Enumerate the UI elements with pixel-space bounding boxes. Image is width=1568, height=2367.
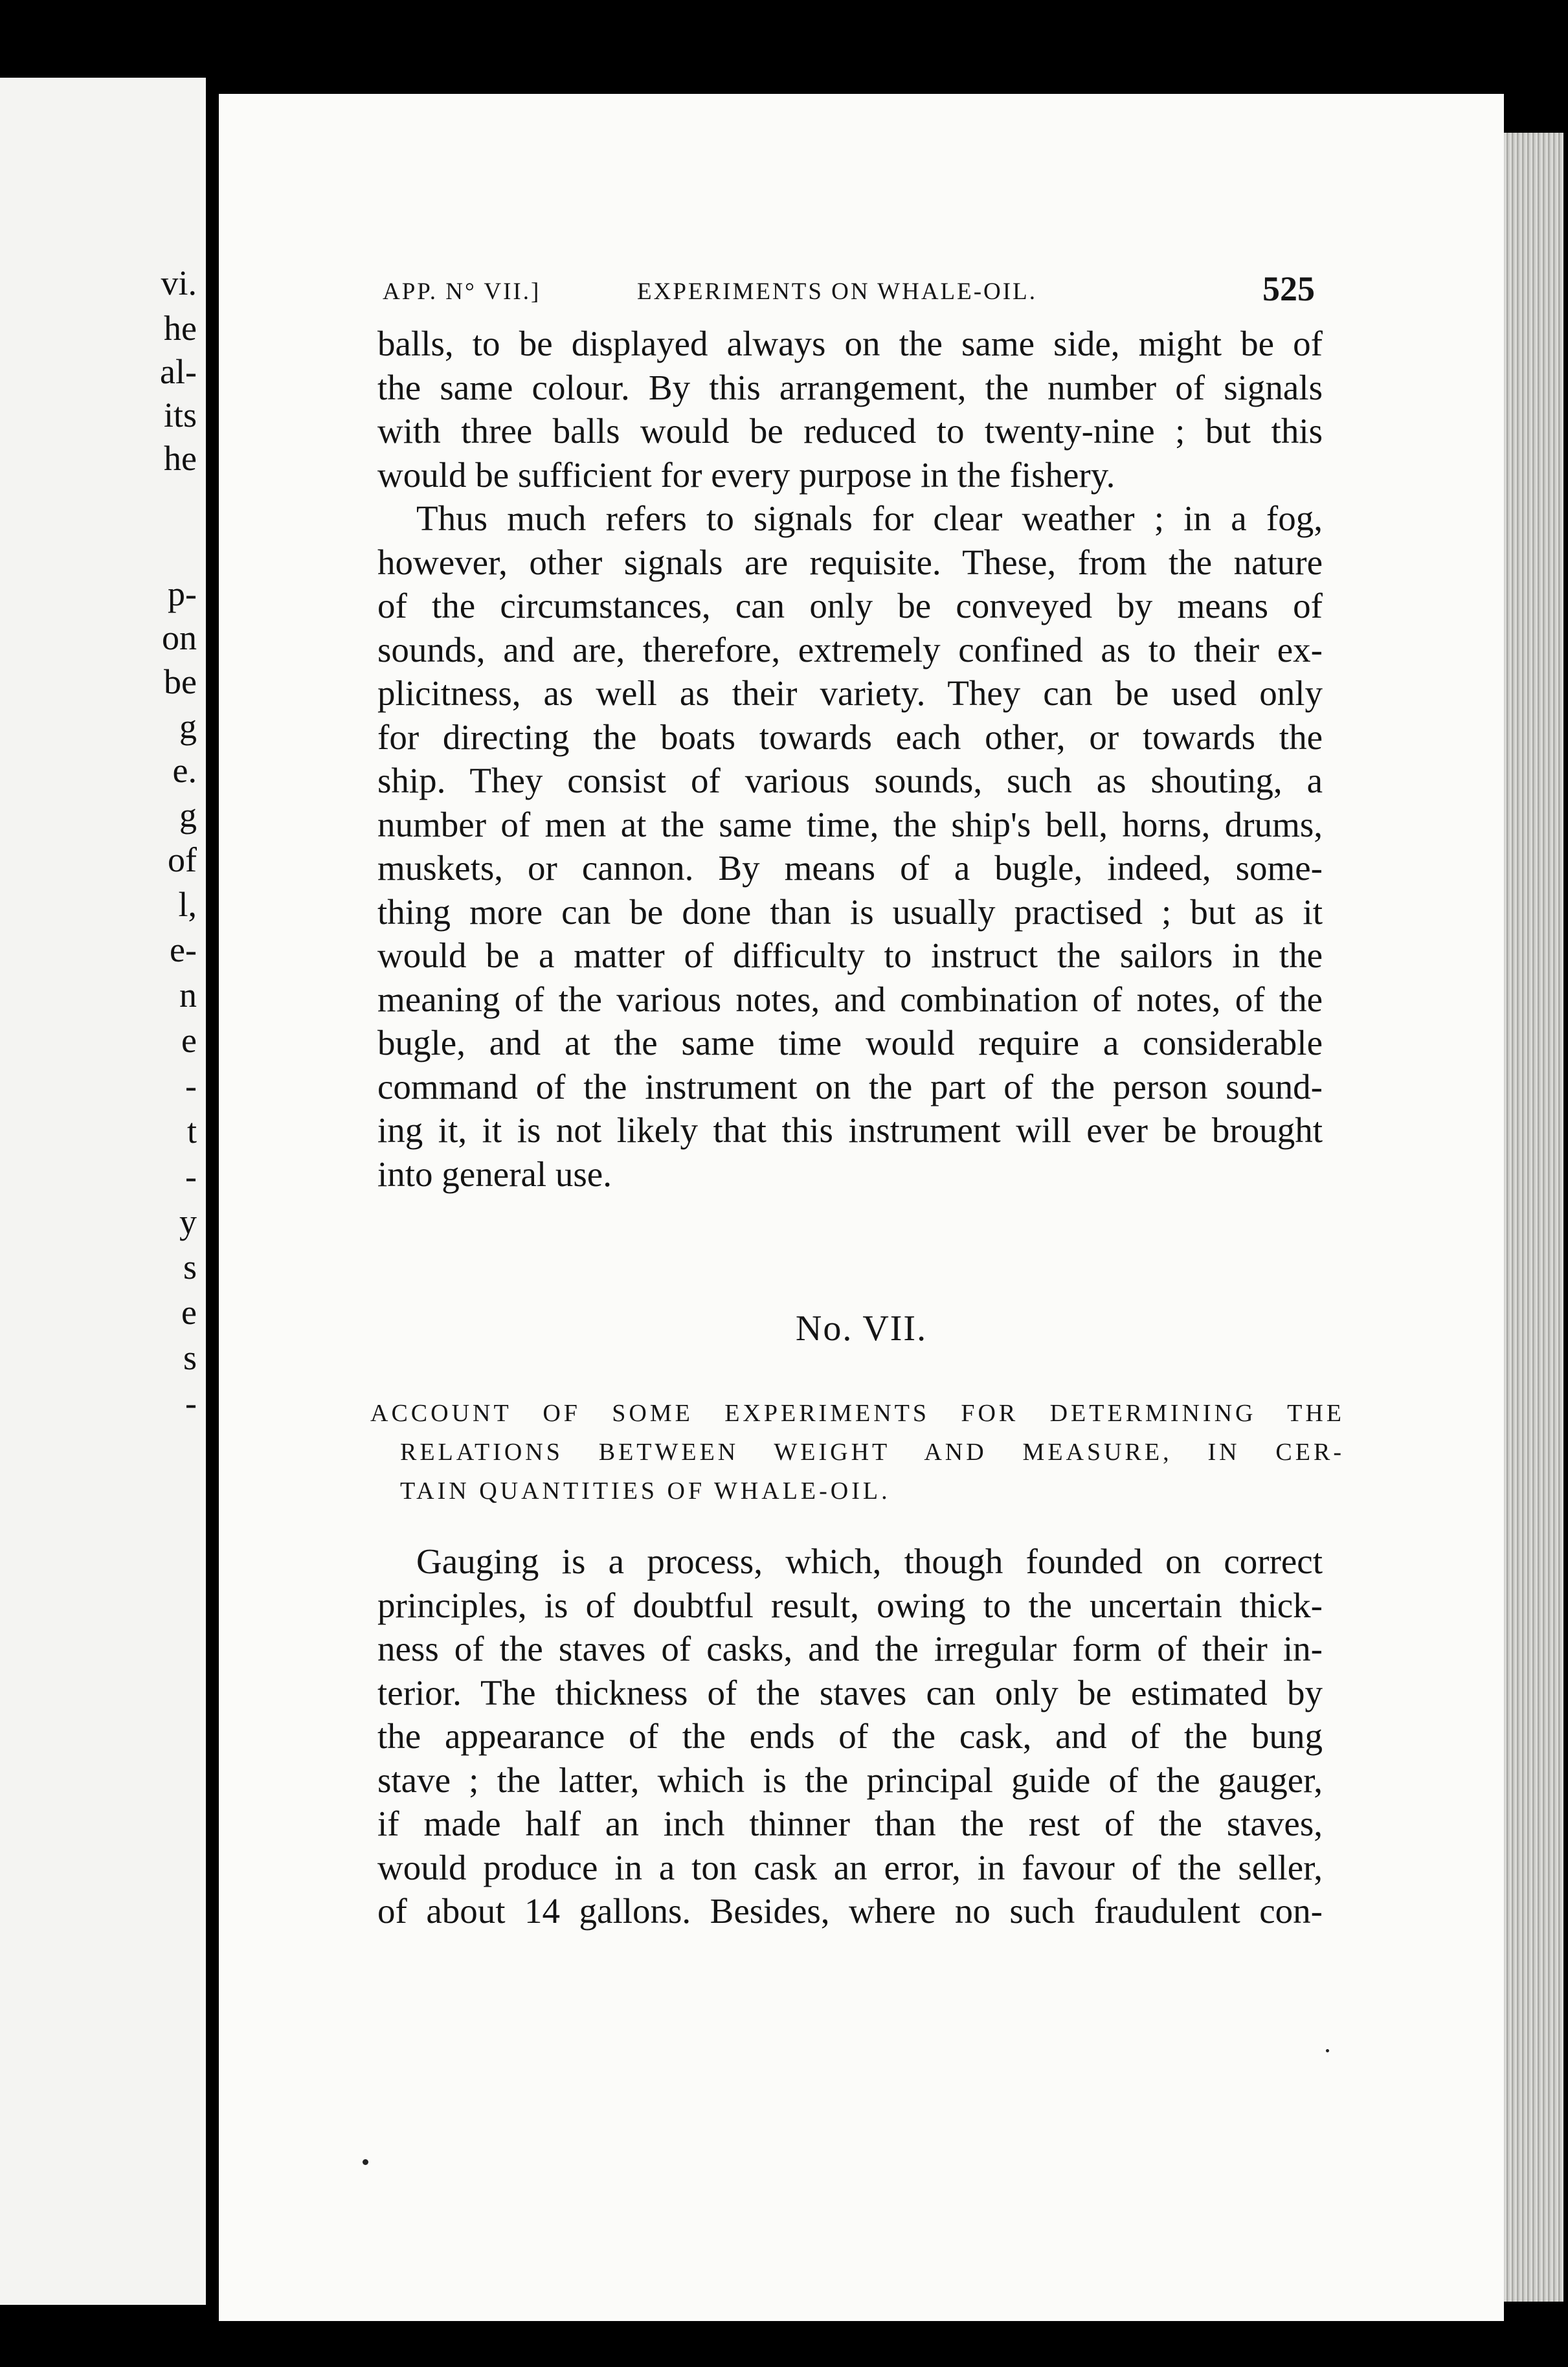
text-line: principles, is of doubtful result, owing to the uncertain thick- [377, 1585, 1323, 1625]
text-line: muskets, or cannon. By means of a bugle, indeed, some- [377, 848, 1323, 888]
text-line: command of the instrument on the part of the person sound- [377, 1066, 1323, 1106]
text-line: for directing the boats towards each other, or towards the [377, 717, 1323, 757]
text-line: would be a matter of difficulty to instruct the sailors in the [377, 936, 1323, 975]
text-line: stave ; the latter, which is the principal guide of the gauger, [377, 1760, 1323, 1800]
running-head-section: APP. N° VII.] [383, 278, 541, 305]
text-line: the appearance of the ends of the cask, and of the bung [377, 1716, 1323, 1756]
left-fragment: he [164, 309, 197, 348]
left-fragment: of [168, 840, 197, 879]
section-number: No. VII. [795, 1308, 928, 1349]
left-fragment: e- [170, 930, 197, 969]
heading-line: RELATIONS BETWEEN WEIGHT AND MEASURE, IN CER- [400, 1439, 1345, 1466]
left-fragment: its [163, 396, 197, 434]
left-fragment: e [181, 1293, 197, 1332]
paragraph-gauging [377, 1540, 1323, 1933]
text-line: sounds, and are, therefore, extremely confined as to their ex- [377, 629, 1323, 669]
book-page [219, 94, 1504, 2321]
left-fragment: y [179, 1202, 197, 1241]
paragraph-continuation [377, 322, 1323, 497]
text-line: of the circumstances, can only be conveyed by means of [377, 586, 1323, 625]
left-fragment: he [164, 439, 197, 478]
left-fragment: g [179, 707, 197, 746]
text-line: however, other signals are requisite. These, from the nature [377, 542, 1323, 582]
text-line: would produce in a ton cask an error, in favour of the seller, [377, 1847, 1323, 1887]
text-line: Thus much refers to signals for clear weather ; in a fog, [416, 499, 1323, 538]
running-head [383, 264, 1315, 309]
page-edge-stack [1504, 133, 1563, 2302]
text-line: would be sufficient for every purpose in the fishery. [377, 454, 1115, 495]
text-line: number of men at the same time, the ship's bell, horns, drums, [377, 804, 1323, 844]
left-fragment: - [185, 1384, 197, 1422]
running-head-title: EXPERIMENTS ON WHALE-OIL. [637, 278, 1037, 305]
text-line: terior. The thickness of the staves can only be estimated by [377, 1672, 1323, 1712]
text-line: into general use. [377, 1154, 612, 1194]
heading-line: ACCOUNT OF SOME EXPERIMENTS FOR DETERMINING THE [370, 1400, 1345, 1427]
text-line: plicitness, as well as their variety. They can be used only [377, 673, 1323, 713]
text-line: of about 14 gallons. Besides, where no such fraudulent con- [377, 1891, 1323, 1931]
text-line: the same colour. By this arrangement, the number of signals [377, 367, 1323, 407]
left-fragment: al- [160, 352, 197, 391]
page-number: 525 [1262, 269, 1315, 308]
left-fragment: g [179, 796, 197, 835]
text-line: thing more can be done than is usually practised ; but as it [377, 892, 1323, 932]
text-line: meaning of the various notes, and combination of notes, of the [377, 979, 1323, 1019]
left-fragment: e. [172, 751, 197, 790]
left-fragment: vi. [161, 264, 197, 302]
section-heading [370, 1394, 1345, 1510]
ink-speck [1326, 2049, 1329, 2052]
left-fragment: - [185, 1066, 197, 1105]
text-line: balls, to be displayed always on the same side, might be of [377, 324, 1323, 363]
text-line: ing it, it is not likely that this instrument will ever be brought [377, 1110, 1323, 1150]
heading-line: TAIN QUANTITIES OF WHALE-OIL. [400, 1477, 891, 1505]
left-fragment: l, [178, 885, 197, 924]
left-fragment: e [181, 1021, 197, 1060]
previous-page-fragment [0, 78, 206, 2305]
ink-speck [363, 2159, 368, 2165]
text-line: ship. They consist of various sounds, such as shouting, a [377, 761, 1323, 800]
text-line: if made half an inch thinner than the rest of the staves, [377, 1804, 1323, 1843]
text-line: Gauging is a process, which, though founded on correct [416, 1542, 1323, 1581]
left-fragment: be [164, 662, 197, 701]
left-fragment: s [183, 1248, 197, 1286]
left-fragment: on [162, 618, 197, 657]
left-fragment: t [186, 1112, 197, 1150]
text-line: with three balls would be reduced to twenty-nine ; but this [377, 411, 1323, 451]
left-fragment: n [179, 976, 197, 1015]
text-line: ness of the staves of casks, and the irregular form of their in- [377, 1629, 1323, 1668]
paragraph-signals-fog [377, 497, 1323, 1196]
left-fragment: - [185, 1157, 197, 1196]
left-fragment: s [183, 1338, 197, 1377]
left-fragment: p- [168, 574, 197, 613]
text-line: bugle, and at the same time would require a considerable [377, 1023, 1323, 1062]
